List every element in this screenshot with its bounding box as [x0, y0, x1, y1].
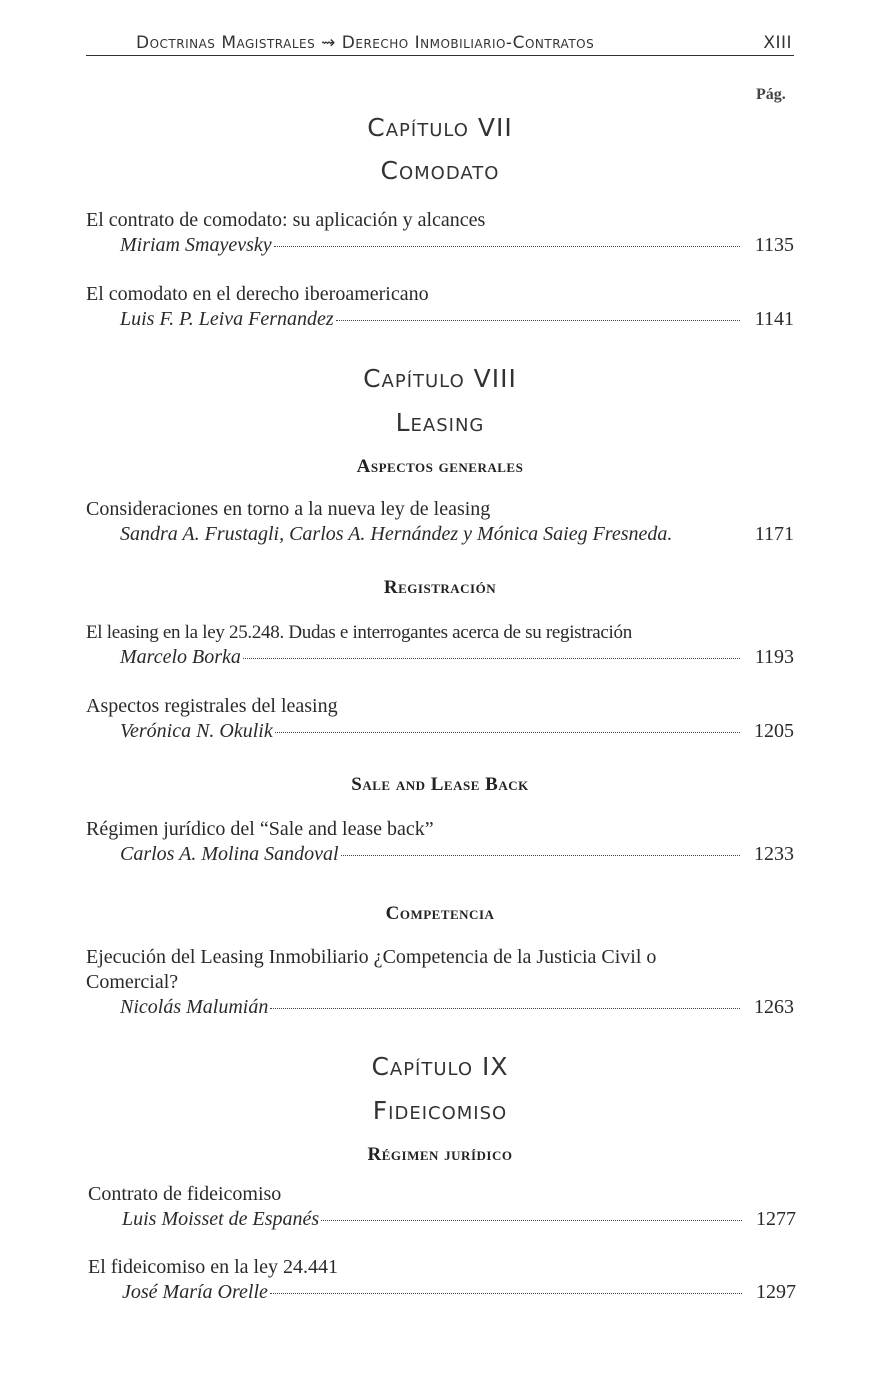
chapter-topic: Leasing [395, 408, 485, 437]
toc-entry[interactable] [86, 497, 794, 547]
entry-author: Marcelo Borka [120, 646, 241, 668]
entry-page-number: 1135 [754, 234, 794, 256]
entry-title: Régimen jurídico del “Sale and lease back” [86, 818, 434, 840]
entry-author-line [88, 1280, 796, 1305]
entry-page-number: 1171 [754, 523, 794, 545]
running-head [86, 33, 794, 56]
running-head-title: Doctrinas Magistrales ⇝ Derecho Inmobiliario-Contratos [136, 33, 595, 53]
entry-author-line [86, 233, 794, 258]
toc-entry[interactable] [86, 620, 794, 670]
entry-title: Consideraciones en torno a la nueva ley de leasing [86, 498, 491, 520]
entry-author-line [86, 522, 794, 547]
chapter-heading: Capítulo IX [371, 1052, 509, 1081]
section-heading: Registración [383, 577, 497, 598]
toc-entry[interactable] [86, 945, 794, 1020]
running-head-page-number: XIII [763, 33, 792, 53]
entry-page-number: 1277 [756, 1208, 796, 1230]
entry-page-number: 1205 [754, 720, 794, 742]
toc-entry[interactable] [86, 282, 794, 332]
dot-leader [270, 1293, 742, 1294]
entry-author: Luis Moisset de Espanés [122, 1208, 320, 1230]
toc-entry[interactable] [88, 1182, 796, 1232]
dot-leader [270, 1008, 740, 1009]
dot-leader [275, 732, 740, 733]
entry-author: Verónica N. Okulik [120, 720, 273, 742]
entry-title: Ejecución del Leasing Inmobiliario ¿Competencia de la Justicia Civil o Comercial? [86, 946, 657, 993]
dot-leader [321, 1220, 742, 1221]
entry-author: Miriam Smayevsky [120, 234, 272, 256]
entry-author-line [88, 1207, 796, 1232]
entry-title: El leasing en la ley 25.248. Dudas e interrogantes acerca de su registración [86, 622, 632, 643]
section-heading: Competencia [385, 903, 495, 924]
entry-author-line [86, 995, 794, 1020]
entry-author-line [86, 719, 794, 744]
toc-entry[interactable] [86, 694, 794, 744]
chapter-heading: Capítulo VII [367, 113, 513, 142]
toc-entry[interactable] [86, 817, 794, 867]
chapter-topic: Fideicomiso [372, 1096, 508, 1125]
dot-leader [336, 320, 740, 321]
toc-entry[interactable] [88, 1255, 796, 1305]
entry-page-number: 1193 [754, 646, 794, 668]
chapter-heading: Capítulo VIII [363, 364, 517, 393]
entry-author: José María Orelle [122, 1281, 268, 1303]
entry-author-line [86, 645, 794, 670]
entry-title: El comodato en el derecho iberoamericano [86, 283, 429, 305]
entry-author-line [86, 307, 794, 332]
section-heading: Sale and Lease Back [351, 774, 529, 795]
entry-page-number: 1297 [756, 1281, 796, 1303]
entry-page-number: 1141 [754, 308, 794, 330]
entry-author: Sandra A. Frustagli, Carlos A. Hernández y Mónica Saieg Fresneda. [120, 523, 673, 545]
entry-title: El fideicomiso en la ley 24.441 [88, 1256, 338, 1278]
entry-author: Luis F. P. Leiva Fernandez [120, 308, 334, 330]
chapter-topic: Comodato [380, 156, 500, 185]
entry-title: Aspectos registrales del leasing [86, 695, 338, 717]
entry-author-line [86, 842, 794, 867]
entry-title: Contrato de fideicomiso [88, 1183, 282, 1205]
toc-entry[interactable] [86, 208, 794, 258]
entry-author: Nicolás Malumián [120, 996, 269, 1018]
entry-page-number: 1233 [754, 843, 794, 865]
dot-leader [341, 855, 740, 856]
section-heading: Aspectos generales [356, 456, 524, 477]
entry-title: El contrato de comodato: su aplicación y alcances [86, 209, 486, 231]
entry-author: Carlos A. Molina Sandoval [120, 843, 339, 865]
section-heading: Régimen jurídico [367, 1144, 513, 1165]
dot-leader [274, 246, 740, 247]
entry-page-number: 1263 [754, 996, 794, 1018]
page-column-label: Pág. [756, 86, 786, 103]
dot-leader [243, 658, 740, 659]
